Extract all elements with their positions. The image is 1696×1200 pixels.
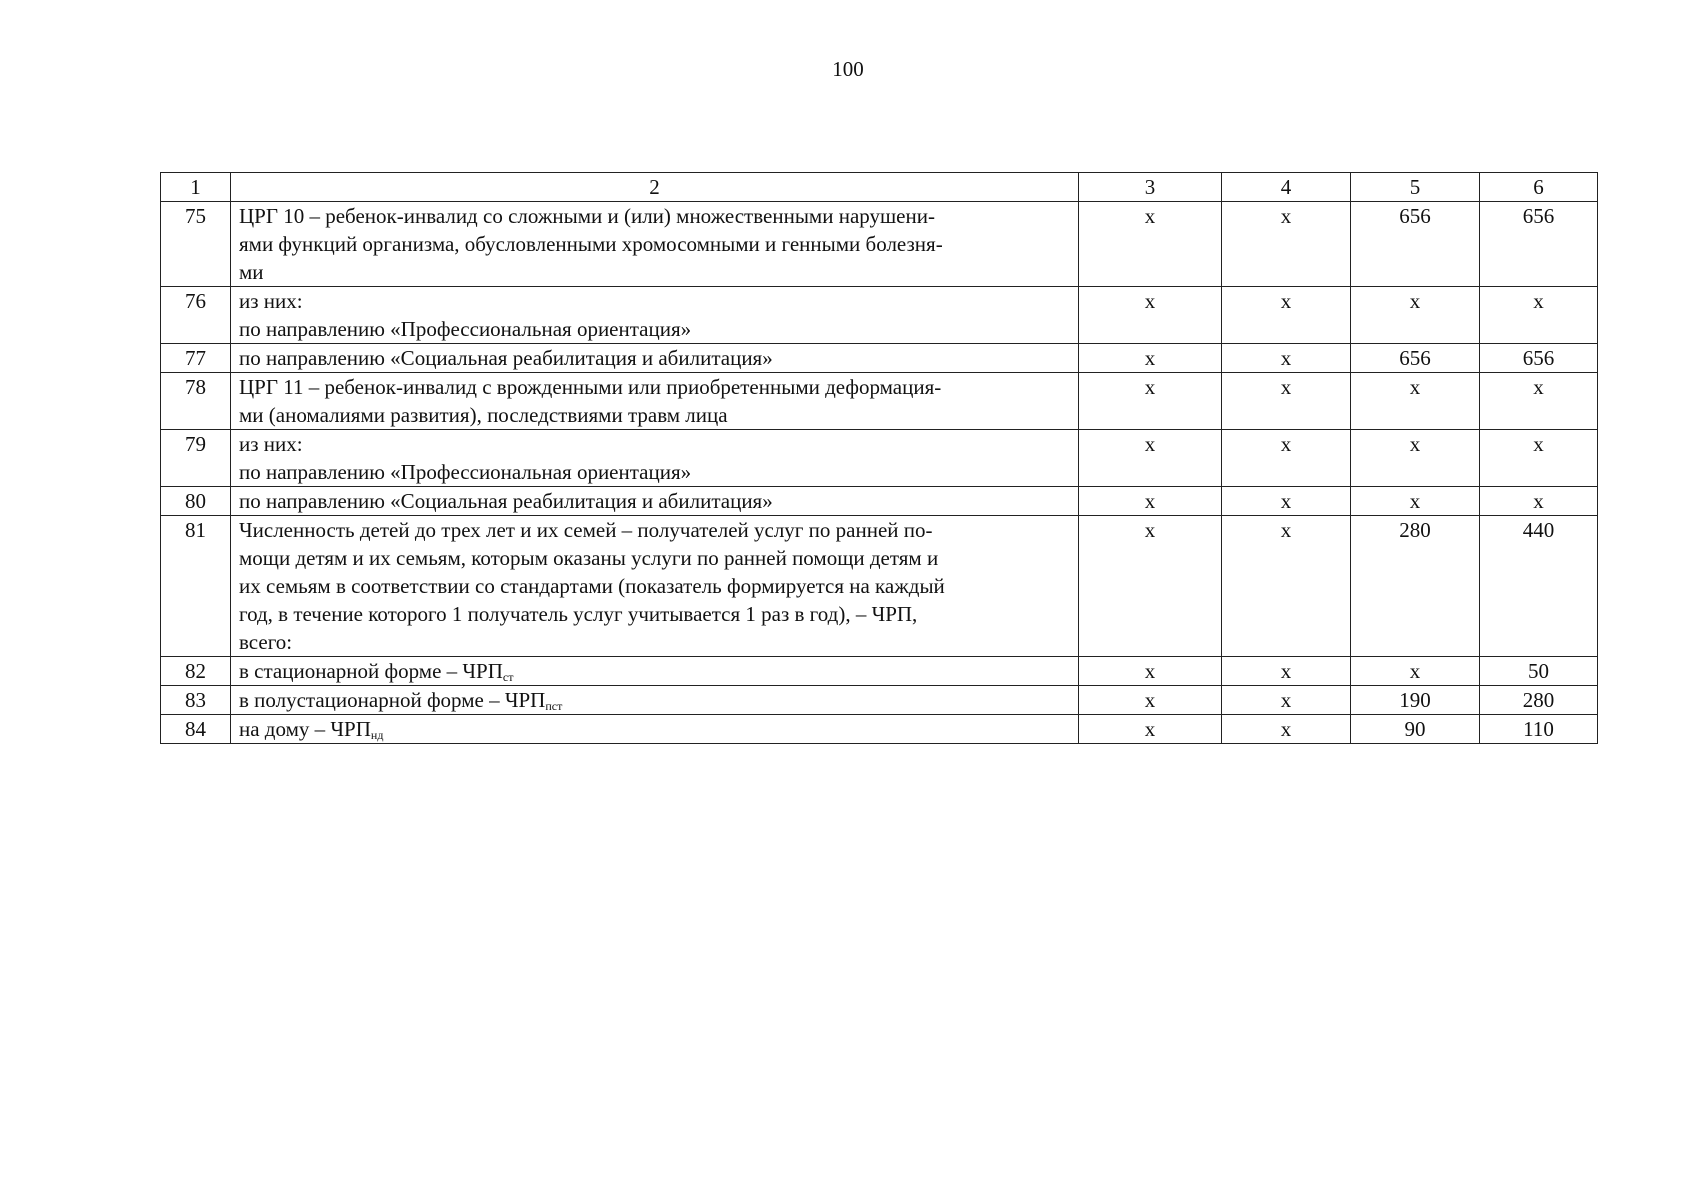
- cell-col4: х: [1222, 373, 1351, 430]
- cell-col4: х: [1222, 516, 1351, 657]
- row-number: 75: [161, 202, 231, 287]
- description-line: по направлению «Социальная реабилитация и абилитация»: [239, 489, 773, 513]
- table-row: [161, 657, 1598, 686]
- row-description: [231, 373, 1079, 430]
- header-row: [161, 173, 1598, 202]
- row-description: [231, 686, 1079, 715]
- cell-col5: х: [1351, 657, 1480, 686]
- description-line: ЦРГ 11 – ребенок-инвалид с врожденными или приобретенными деформация-: [239, 375, 942, 399]
- cell-col6: х: [1480, 287, 1598, 344]
- row-description: [231, 715, 1079, 744]
- page-number: 100: [832, 57, 864, 81]
- description-line: по направлению «Профессиональная ориентация»: [239, 317, 692, 341]
- cell-col5: 280: [1351, 516, 1480, 657]
- table-row: [161, 287, 1598, 344]
- cell-col3: х: [1079, 344, 1222, 373]
- description-line: их семьям в соответствии со стандартами (показатель формируется на каждый: [239, 574, 945, 598]
- cell-col3: х: [1079, 430, 1222, 487]
- description-line: год, в течение которого 1 получатель услуг учитывается 1 раз в год), – ЧРП,: [239, 602, 918, 626]
- description-line: по направлению «Социальная реабилитация и абилитация»: [239, 346, 773, 370]
- row-number: 81: [161, 516, 231, 657]
- header-cell-2: 2: [231, 173, 1079, 202]
- header-cell-1: 1: [161, 173, 231, 202]
- header-cell-4: 4: [1222, 173, 1351, 202]
- description-line: Численность детей до трех лет и их семей – получателей услуг по ранней по-: [239, 518, 933, 542]
- description-line: ми (аномалиями развития), последствиями травм лица: [239, 403, 728, 427]
- row-number: 80: [161, 487, 231, 516]
- cell-col3: х: [1079, 686, 1222, 715]
- cell-col5: 656: [1351, 344, 1480, 373]
- cell-col4: х: [1222, 657, 1351, 686]
- description-text: на дому – ЧРП: [239, 717, 371, 741]
- row-description: [231, 657, 1079, 686]
- table-row: [161, 715, 1598, 744]
- table-row: [161, 487, 1598, 516]
- cell-col5: 656: [1351, 202, 1480, 287]
- description-line: ми: [239, 260, 264, 284]
- cell-col6: х: [1480, 373, 1598, 430]
- cell-col5: х: [1351, 430, 1480, 487]
- table-row: [161, 430, 1598, 487]
- cell-col3: х: [1079, 715, 1222, 744]
- description-line: из них:: [239, 432, 303, 456]
- cell-col4: х: [1222, 344, 1351, 373]
- cell-col5: х: [1351, 287, 1480, 344]
- description-line: ями функций организма, обусловленными хромосомными и генными болезня-: [239, 232, 943, 256]
- description-line: мощи детям и их семьям, которым оказаны услуги по ранней помощи детям и: [239, 546, 939, 570]
- row-number: 83: [161, 686, 231, 715]
- cell-col5: х: [1351, 487, 1480, 516]
- description-line: всего:: [239, 630, 293, 654]
- description-text: в полустационарной форме – ЧРП: [239, 688, 546, 712]
- row-description: [231, 487, 1079, 516]
- cell-col6: х: [1480, 430, 1598, 487]
- cell-col4: х: [1222, 287, 1351, 344]
- table-row: [161, 516, 1598, 657]
- cell-col5: 90: [1351, 715, 1480, 744]
- row-description: [231, 202, 1079, 287]
- table-row: [161, 373, 1598, 430]
- cell-col4: х: [1222, 202, 1351, 287]
- cell-col3: х: [1079, 516, 1222, 657]
- cell-col6: 110: [1480, 715, 1598, 744]
- row-description: [231, 287, 1079, 344]
- row-number: 77: [161, 344, 231, 373]
- row-number: 78: [161, 373, 231, 430]
- cell-col4: х: [1222, 430, 1351, 487]
- description-subscript: нд: [370, 728, 384, 742]
- description-line: из них:: [239, 289, 303, 313]
- indicator-table: [160, 172, 1598, 744]
- cell-col4: х: [1222, 487, 1351, 516]
- cell-col6: 656: [1480, 202, 1598, 287]
- cell-col3: х: [1079, 202, 1222, 287]
- row-description: [231, 430, 1079, 487]
- cell-col5: х: [1351, 373, 1480, 430]
- cell-col6: х: [1480, 487, 1598, 516]
- row-number: 82: [161, 657, 231, 686]
- cell-col6: 656: [1480, 344, 1598, 373]
- cell-col3: х: [1079, 487, 1222, 516]
- row-description: [231, 516, 1079, 657]
- row-number: 84: [161, 715, 231, 744]
- row-number: 76: [161, 287, 231, 344]
- header-cell-3: 3: [1079, 173, 1222, 202]
- row-number: 79: [161, 430, 231, 487]
- description-line: ЦРГ 10 – ребенок-инвалид со сложными и (или) множественными нарушени-: [239, 204, 935, 228]
- table-row: [161, 202, 1598, 287]
- row-description: [231, 344, 1079, 373]
- cell-col4: х: [1222, 715, 1351, 744]
- description-subscript: ст: [502, 670, 514, 684]
- cell-col3: х: [1079, 373, 1222, 430]
- header-cell-5: 5: [1351, 173, 1480, 202]
- cell-col5: 190: [1351, 686, 1480, 715]
- cell-col6: 50: [1480, 657, 1598, 686]
- header-cell-6: 6: [1480, 173, 1598, 202]
- cell-col6: 440: [1480, 516, 1598, 657]
- cell-col4: х: [1222, 686, 1351, 715]
- description-text: в стационарной форме – ЧРП: [239, 659, 503, 683]
- cell-col3: х: [1079, 287, 1222, 344]
- cell-col6: 280: [1480, 686, 1598, 715]
- description-subscript: пст: [545, 699, 563, 713]
- table-row: [161, 344, 1598, 373]
- cell-col3: х: [1079, 657, 1222, 686]
- description-line: по направлению «Профессиональная ориентация»: [239, 460, 692, 484]
- table-row: [161, 686, 1598, 715]
